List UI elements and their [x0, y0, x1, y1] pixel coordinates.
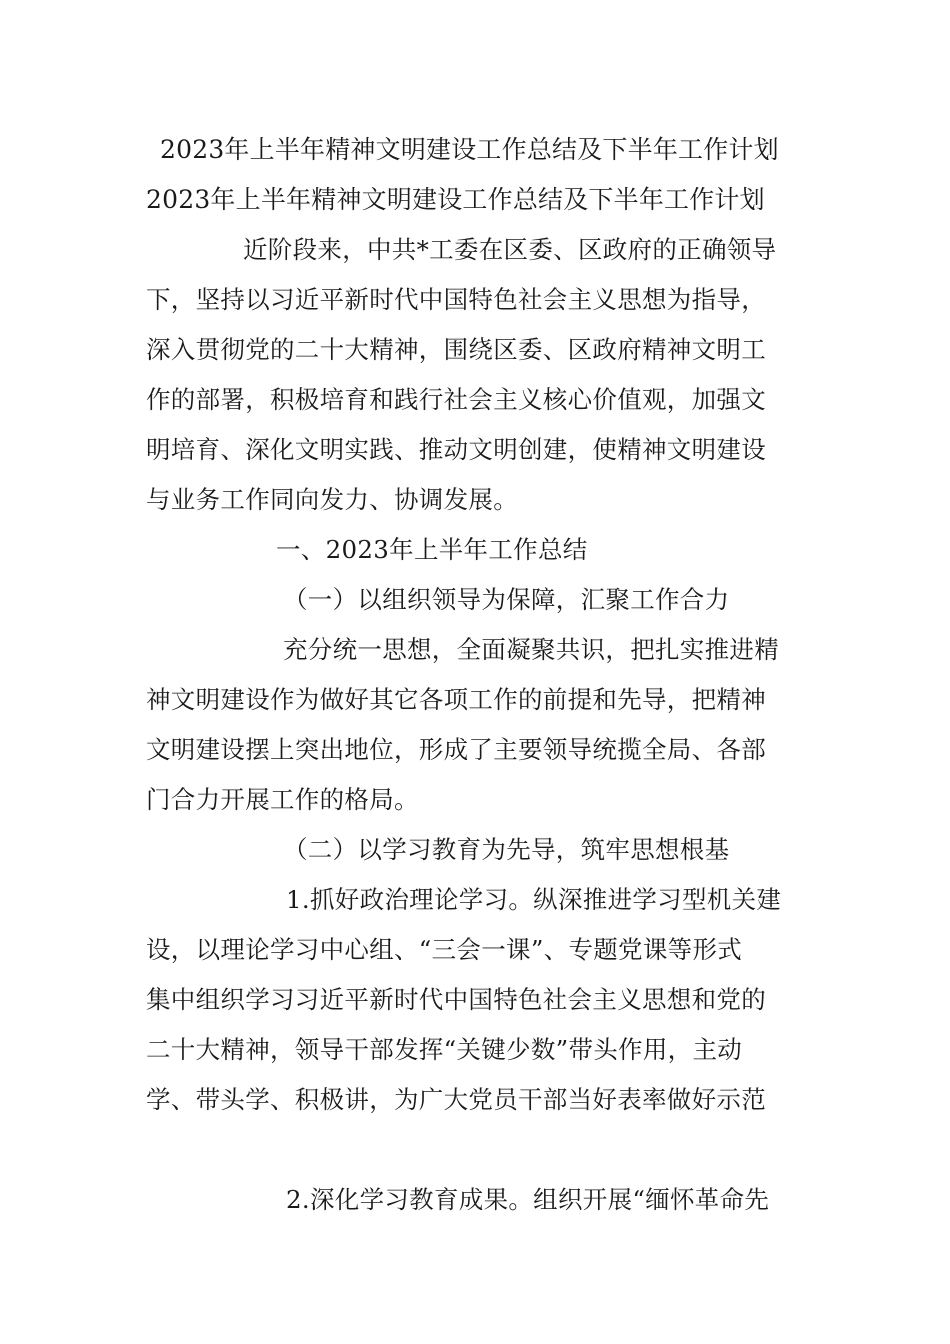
- intro-line: 明培育、深化文明实践、推动文明创建，使精神文明建设: [146, 435, 766, 464]
- intro-line: 作的部署，积极培育和践行社会主义核心价值观，加强文: [146, 385, 766, 414]
- document-subtitle: 2023年上半年精神文明建设工作总结及下半年工作计划: [146, 185, 765, 214]
- subsection-heading: （二）以学习教育为先导，筑牢思想根基: [283, 835, 730, 864]
- body-line: 2.深化学习教育成果。组织开展“缅怀革命先: [286, 1185, 770, 1214]
- subsection-heading: （一）以组织领导为保障，汇聚工作合力: [283, 585, 730, 614]
- intro-line: 下，坚持以习近平新时代中国特色社会主义思想为指导，: [146, 285, 766, 314]
- body-line: 学、带头学、积极讲，为广大党员干部当好表率做好示范: [146, 1085, 766, 1114]
- section-heading: 一、2023年上半年工作总结: [276, 535, 588, 564]
- document-title: 2023年上半年精神文明建设工作总结及下半年工作计划: [160, 135, 779, 164]
- body-line: 神文明建设作为做好其它各项工作的前提和先导，把精神: [146, 685, 766, 714]
- body-line: 集中组织学习习近平新时代中国特色社会主义思想和党的: [146, 985, 766, 1014]
- intro-line: 与业务工作同向发力、协调发展。: [146, 485, 518, 514]
- body-line: 文明建设摆上突出地位，形成了主要领导统揽全局、各部: [146, 735, 766, 764]
- intro-line: 近阶段来，中共*工委在区委、区政府的正确领导: [243, 235, 777, 264]
- body-line: 设，以理论学习中心组、“三会一课”、专题党课等形式: [146, 935, 743, 964]
- body-line: 充分统一思想，全面凝聚共识，把扎实推进精: [283, 635, 779, 664]
- body-line: 1.抓好政治理论学习。纵深推进学习型机关建: [286, 885, 782, 914]
- intro-line: 深入贯彻党的二十大精神，围绕区委、区政府精神文明工: [146, 335, 766, 364]
- body-line: 二十大精神，领导干部发挥“关键少数”带头作用，主动: [146, 1035, 743, 1064]
- body-line: 门合力开展工作的格局。: [146, 785, 419, 814]
